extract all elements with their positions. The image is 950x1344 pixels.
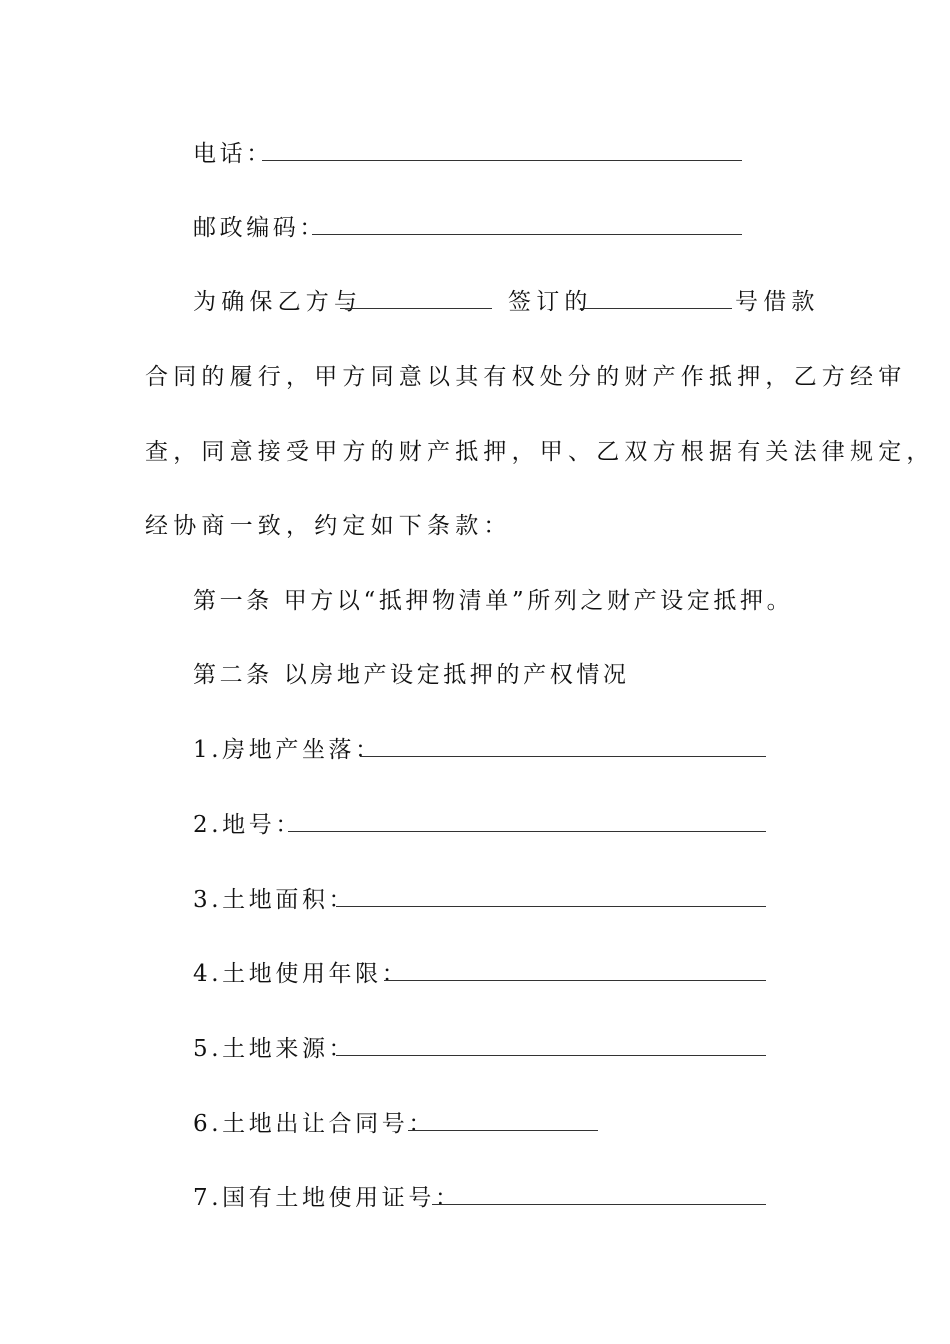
item-5: [0, 1032, 950, 1066]
item-3-label: 3.土地面积：: [193, 887, 356, 913]
item-2-label: 2.地号：: [193, 812, 302, 838]
phone-label: 电话：: [193, 141, 273, 167]
postcode-blank[interactable]: [312, 234, 742, 235]
item-6: [0, 1107, 950, 1141]
article-1: [0, 584, 950, 618]
item-4: [0, 957, 950, 991]
phone-blank[interactable]: [262, 160, 742, 161]
postcode-label: 邮政编码：: [193, 215, 326, 241]
contract-number-blank[interactable]: [580, 308, 732, 309]
item-7-label: 7.国有土地使用证号：: [193, 1185, 462, 1211]
item-3: [0, 883, 950, 917]
item-6-blank[interactable]: [408, 1130, 598, 1131]
intro-line-3: [0, 435, 950, 469]
item-7: [0, 1181, 950, 1215]
item-1-label: 1.房地产坐落：: [193, 737, 382, 763]
item-3-blank[interactable]: [336, 906, 766, 907]
intro-part-3: 号借款: [735, 289, 820, 315]
intro-line-1: [0, 285, 950, 319]
intro-part-1: 为确保乙方与: [193, 289, 363, 315]
item-1: [0, 733, 950, 767]
item-6-label: 6.土地出让合同号：: [193, 1111, 435, 1137]
item-1-blank[interactable]: [360, 756, 766, 757]
item-7-blank[interactable]: [432, 1204, 766, 1205]
intro-line-2: [0, 360, 950, 394]
item-5-label: 5.土地来源：: [193, 1036, 356, 1062]
intro-line-4: [0, 509, 950, 543]
item-2: [0, 808, 950, 842]
article-1-text: 第一条 甲方以“抵押物清单”所列之财产设定抵押。: [193, 588, 794, 614]
party-blank[interactable]: [340, 308, 492, 309]
intro-text-4: 经协商一致，约定如下条款：: [145, 513, 512, 539]
article-2-text: 第二条 以房地产设定抵押的产权情况: [193, 662, 630, 688]
item-5-blank[interactable]: [336, 1055, 766, 1056]
phone-line: [0, 137, 950, 171]
item-4-label: 4.土地使用年限：: [193, 961, 409, 987]
intro-text-3: 查，同意接受甲方的财产抵押，甲、乙双方根据有关法律规定，: [145, 439, 935, 465]
intro-text-2: 合同的履行，甲方同意以其有权处分的财产作抵押，乙方经审: [145, 364, 907, 390]
postcode-line: [0, 211, 950, 245]
item-4-blank[interactable]: [384, 980, 766, 981]
article-2: [0, 658, 950, 692]
item-2-blank[interactable]: [288, 831, 766, 832]
intro-part-2: 签订的: [508, 289, 593, 315]
